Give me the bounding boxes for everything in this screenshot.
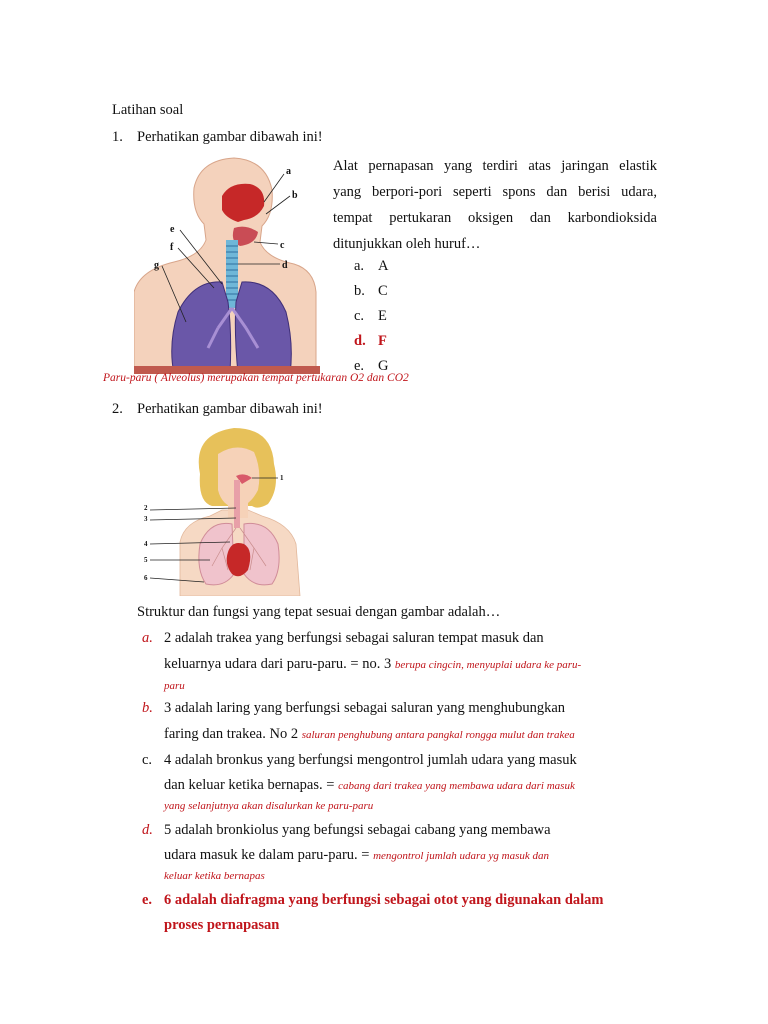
q2-option-e-mark: e. xyxy=(142,892,153,908)
q2-label-4: 4 xyxy=(144,540,148,548)
q1-option-d-correct: d. F xyxy=(354,333,387,349)
q2-number: 2. xyxy=(112,401,123,417)
q1-respiratory-diagram xyxy=(134,152,320,374)
q2-option-d-note: keluar ketika bernapas xyxy=(164,870,265,882)
q1-label-a: a xyxy=(286,166,291,177)
q1-label-g: g xyxy=(154,260,159,271)
q1-question-line: ditunjukkan oleh huruf… xyxy=(333,236,481,252)
q1-option-b: b. C xyxy=(354,283,388,299)
q2-option-d-line2: udara masuk ke dalam paru-paru. = mengontrol jumlah udara yg masuk dan xyxy=(164,847,549,863)
q2-option-a-line1: 2 adalah trakea yang berfungsi sebagai saluran tempat masuk dan xyxy=(164,630,544,646)
q2-label-5: 5 xyxy=(144,556,148,564)
q2-label-1: 1 xyxy=(280,474,284,482)
q1-option-e: e. G xyxy=(354,358,389,374)
q1-option-c: c. E xyxy=(354,308,387,324)
q2-option-e-line1: 6 adalah diafragma yang berfungsi sebagai otot yang digunakan dalam xyxy=(164,892,604,908)
q2-option-c-mark: c. xyxy=(142,752,153,768)
q2-label-6: 6 xyxy=(144,574,148,582)
q1-label-c: c xyxy=(280,240,285,251)
q1-options xyxy=(354,254,388,379)
q1-number: 1. xyxy=(112,129,123,145)
q1-label-f: f xyxy=(170,242,174,253)
q1-question-line: tempat pertukaran oksigen dan karbondioksida xyxy=(333,210,657,226)
q2-option-e-line2: proses pernapasan xyxy=(164,917,280,933)
q1-question-line: Alat pernapasan yang terdiri atas jaringan elastik xyxy=(333,158,657,174)
q2-option-a-mark: a. xyxy=(142,630,153,646)
q2-respiratory-diagram xyxy=(140,424,308,596)
q2-option-a-note: paru xyxy=(164,680,185,692)
q2-option-a-line2: keluarnya udara dari paru-paru. = no. 3 berupa cingcin, menyuplai udara ke paru- xyxy=(164,656,582,672)
q2-label-2: 2 xyxy=(144,504,148,512)
q2-option-c-note: yang selanjutnya akan disalurkan ke paru-paru xyxy=(164,800,374,812)
q2-option-d-line1: 5 adalah bronkiolus yang befungsi sebagai cabang yang membawa xyxy=(164,822,551,838)
q2-stem: Struktur dan fungsi yang tepat sesuai dengan gambar adalah… xyxy=(137,604,501,620)
q2-option-c-line2: dan keluar ketika bernapas. = cabang dari trakea yang membawa udara dari masuk xyxy=(164,777,575,793)
q2-option-b-line2: faring dan trakea. No 2 saluran penghubung antara pangkal rongga mulut dan trakea xyxy=(164,726,575,742)
page-title: Latihan soal xyxy=(112,102,184,118)
q2-prompt: Perhatikan gambar dibawah ini! xyxy=(137,401,323,417)
q2-option-d-mark: d. xyxy=(142,822,153,838)
q2-option-b-line1: 3 adalah laring yang berfungsi sebagai saluran yang menghubungkan xyxy=(164,700,566,716)
q2-label-3: 3 xyxy=(144,515,148,523)
q1-label-b: b xyxy=(292,190,298,201)
q1-prompt: Perhatikan gambar dibawah ini! xyxy=(137,129,323,145)
q1-option-a: a. A xyxy=(354,258,389,274)
q1-label-e: e xyxy=(170,224,175,235)
q1-question xyxy=(333,153,657,257)
q1-label-d: d xyxy=(282,260,288,271)
q1-question-line: yang berpori-pori seperti spons dan berisi udara, xyxy=(333,184,657,200)
q2-option-c-line1: 4 adalah bronkus yang berfungsi mengontrol jumlah udara yang masuk xyxy=(164,752,577,768)
q2-option-b-mark: b. xyxy=(142,700,153,716)
q1-answer-note: Paru-paru ( Alveolus) merupakan tempat pertukaran O2 dan CO2 xyxy=(103,372,409,384)
